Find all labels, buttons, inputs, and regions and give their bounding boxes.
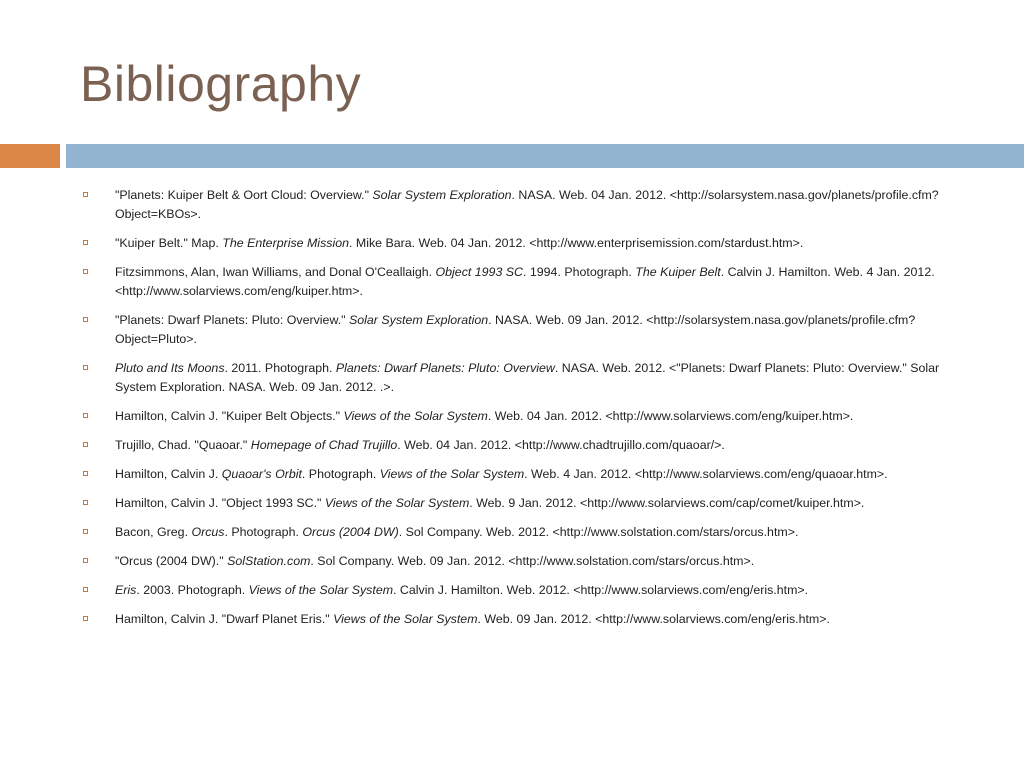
bibliography-entry	[80, 436, 980, 455]
entry-text: . 2003. Photograph.	[136, 583, 249, 597]
entry-italic-text: SolStation.com	[227, 554, 311, 568]
bibliography-entry	[80, 581, 980, 600]
entry-text: Fitzsimmons, Alan, Iwan Williams, and Donal O'Ceallaigh.	[115, 265, 436, 279]
square-bullet-icon	[83, 587, 88, 592]
square-bullet-icon	[83, 192, 88, 197]
entry-text: . Web. 09 Jan. 2012. <http://www.solarviews.com/eng/eris.htm>.	[477, 612, 830, 626]
bibliography-entry	[80, 359, 980, 397]
entry-italic-text: Eris	[115, 583, 137, 597]
entry-text: "Kuiper Belt." Map.	[115, 236, 223, 250]
square-bullet-icon	[83, 317, 88, 322]
square-bullet-icon	[83, 500, 88, 505]
accent-bar-blue	[66, 144, 1024, 168]
entry-text: Hamilton, Calvin J. "Dwarf Planet Eris."	[115, 612, 334, 626]
entry-text: . NASA. Web. 09 Jan. 2012. <http://solarsystem.nasa.gov/planets/profile.cfm?Object=Pluto>.	[115, 313, 916, 346]
entry-text: . Sol Company. Web. 2012. <http://www.solstation.com/stars/orcus.htm>.	[398, 525, 799, 539]
bibliography-entry	[80, 186, 980, 224]
entry-text: . Mike Bara. Web. 04 Jan. 2012. <http://www.enterprisemission.com/stardust.htm>.	[349, 236, 804, 250]
entry-text: Hamilton, Calvin J. "Object 1993 SC."	[115, 496, 325, 510]
bibliography-entry	[80, 552, 980, 571]
entry-italic-text: Views of the Solar System	[379, 467, 525, 481]
entry-italic-text: The Kuiper Belt	[635, 265, 721, 279]
bibliography-list	[80, 186, 980, 639]
square-bullet-icon	[83, 365, 88, 370]
entry-italic-text: Pluto and Its Moons	[115, 361, 225, 375]
entry-italic-text: Object 1993 SC	[435, 265, 523, 279]
accent-bar-orange	[0, 144, 60, 168]
square-bullet-icon	[83, 471, 88, 476]
entry-text: Bacon, Greg.	[115, 525, 192, 539]
square-bullet-icon	[83, 269, 88, 274]
entry-text: . Calvin J. Hamilton. Web. 4 Jan. 2012. <http://www.solarviews.com/eng/kuiper.htm>.	[115, 265, 935, 298]
entry-italic-text: Orcus	[191, 525, 225, 539]
entry-text: . NASA. Web. 2012. <"Planets: Dwarf Planets: Pluto: Overview." Solar System Exploration. NASA. Web. 09 Jan. 2012. .>.	[115, 361, 940, 394]
bibliography-entry	[80, 407, 980, 426]
entry-text: . 2011. Photograph.	[224, 361, 336, 375]
entry-italic-text: Views of the Solar System	[333, 612, 478, 626]
entry-text: Hamilton, Calvin J. "Kuiper Belt Objects."	[115, 409, 344, 423]
square-bullet-icon	[83, 240, 88, 245]
entry-text: . Photograph.	[301, 467, 380, 481]
square-bullet-icon	[83, 558, 88, 563]
entry-italic-text: Planets: Dwarf Planets: Pluto: Overview	[335, 361, 555, 375]
entry-text: "Planets: Dwarf Planets: Pluto: Overview."	[115, 313, 349, 327]
entry-italic-text: Solar System Exploration	[349, 313, 489, 327]
entry-text: . NASA. Web. 04 Jan. 2012. <http://solarsystem.nasa.gov/planets/profile.cfm?Object=KBOs>.	[115, 188, 939, 221]
bibliography-entry	[80, 610, 980, 629]
entry-italic-text: Quaoar's Orbit	[221, 467, 302, 481]
square-bullet-icon	[83, 442, 88, 447]
square-bullet-icon	[83, 413, 88, 418]
bibliography-entry	[80, 234, 980, 253]
entry-italic-text: Solar System Exploration	[372, 188, 512, 202]
entry-italic-text: Orcus (2004 DW)	[302, 525, 399, 539]
entry-italic-text: Homepage of Chad Trujillo	[250, 438, 398, 452]
entry-text: . Web. 4 Jan. 2012. <http://www.solarviews.com/eng/quaoar.htm>.	[524, 467, 888, 481]
bibliography-entry	[80, 494, 980, 513]
bibliography-entry	[80, 465, 980, 484]
entry-italic-text: Views of the Solar System	[343, 409, 488, 423]
entry-text: "Planets: Kuiper Belt & Oort Cloud: Overview."	[115, 188, 373, 202]
entry-text: Hamilton, Calvin J.	[115, 467, 222, 481]
square-bullet-icon	[83, 529, 88, 534]
entry-text: Trujillo, Chad. "Quaoar."	[115, 438, 251, 452]
bibliography-entry	[80, 263, 980, 301]
entry-text: . Sol Company. Web. 09 Jan. 2012. <http://www.solstation.com/stars/orcus.htm>.	[310, 554, 755, 568]
entry-italic-text: Views of the Solar System	[248, 583, 394, 597]
entry-text: . Web. 04 Jan. 2012. <http://www.solarviews.com/eng/kuiper.htm>.	[487, 409, 854, 423]
square-bullet-icon	[83, 616, 88, 621]
entry-text: . 1994. Photograph.	[523, 265, 636, 279]
entry-text: "Orcus (2004 DW)."	[115, 554, 228, 568]
entry-text: . Calvin J. Hamilton. Web. 2012. <http://www.solarviews.com/eng/eris.htm>.	[393, 583, 809, 597]
entry-italic-text: The Enterprise Mission	[222, 236, 349, 250]
slide-title: Bibliography	[80, 56, 362, 112]
entry-text: . Web. 9 Jan. 2012. <http://www.solarviews.com/cap/comet/kuiper.htm>.	[469, 496, 865, 510]
bibliography-entry	[80, 311, 980, 349]
entry-italic-text: Views of the Solar System	[324, 496, 470, 510]
entry-text: . Photograph.	[224, 525, 303, 539]
entry-text: . Web. 04 Jan. 2012. <http://www.chadtrujillo.com/quaoar/>.	[397, 438, 725, 452]
bibliography-entry	[80, 523, 980, 542]
